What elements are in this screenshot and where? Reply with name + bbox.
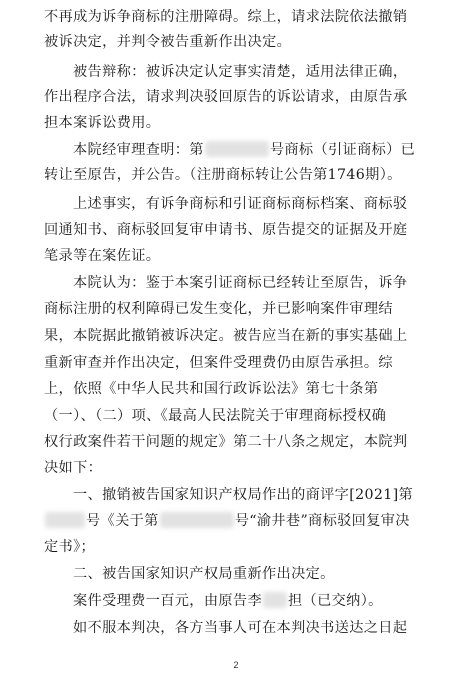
text-run: 号商标（引证商标）已 xyxy=(269,142,416,158)
text-line xyxy=(0,63,472,81)
text-line xyxy=(0,141,472,159)
text-line xyxy=(0,247,472,265)
text-run: 一、撤销被告国家知识产权局作出的商评字[2021]第 xyxy=(73,487,414,503)
text-run: 笔录等在案佐证。 xyxy=(44,248,161,264)
text-run: 本院认为：鉴于本案引证商标已经转让至原告，诉争 xyxy=(73,275,408,291)
text-line xyxy=(0,459,472,477)
text-run: 被诉决定，并判令被告重新作出决定。 xyxy=(44,34,292,50)
text-line xyxy=(0,538,472,556)
text-line xyxy=(0,300,472,318)
text-line xyxy=(0,380,472,398)
text-run: 如不服本判决，各方当事人可在本判决书送达之日起 xyxy=(73,620,408,636)
text-run: 号《关于第 xyxy=(86,513,159,529)
text-run: 被告辩称：被诉决定认定事实清楚，适用法律正确， xyxy=(73,64,408,80)
text-line xyxy=(0,221,472,239)
redacted-plaintiff-name xyxy=(263,592,287,608)
redacted-trademark-number xyxy=(160,512,234,528)
text-line xyxy=(0,33,472,51)
redacted-trademark-number xyxy=(205,141,269,157)
text-run: 回通知书、商标驳回复审申请书、原告提交的证据及开庭 xyxy=(44,222,408,238)
text-run: 转让至原告，并公告。（注册商标转让公告第1746期）。 xyxy=(44,167,402,183)
text-run: （一）、（二）项、《最高人民法院关于审理商标授权确 xyxy=(44,408,387,424)
text-line xyxy=(0,327,472,345)
text-line xyxy=(0,512,472,530)
text-line xyxy=(0,195,472,213)
text-line xyxy=(0,619,472,637)
text-run: 担（已交纳）。 xyxy=(288,593,383,609)
text-line xyxy=(0,565,472,583)
text-line xyxy=(0,354,472,372)
text-run: 定书》； xyxy=(44,539,96,555)
text-run: 重新审查并作出决定，但案件受理费仍由原告承担。综 xyxy=(44,355,393,371)
text-run: 担本案诉讼费用。 xyxy=(44,115,161,131)
text-run: 号“渝井巷”商标驳回复审决 xyxy=(234,513,410,529)
redacted-decision-number xyxy=(45,512,85,528)
text-run: 本院经审理查明：第 xyxy=(73,142,204,158)
text-run: 决如下： xyxy=(44,460,103,476)
text-run: 权行政案件若干问题的规定》第二十八条之规定，本院判 xyxy=(44,434,408,450)
text-line xyxy=(0,407,472,425)
text-run: 案件受理费一百元，由原告李 xyxy=(73,593,262,609)
text-run: 不再成为诉争商标的注册障碍。综上，请求法院依法撤销 xyxy=(44,9,408,25)
text-run: 商标注册的权利障碍已发生变化，并已影响案件审理结 xyxy=(44,301,393,317)
text-run: 上，依照《中华人民共和国行政诉讼法》第七十条第 xyxy=(44,381,379,397)
text-line xyxy=(0,88,472,106)
page-number: 2 xyxy=(233,660,239,670)
text-run: 果，本院据此撤销被诉决定。被告应当在新的事实基础上 xyxy=(44,328,408,344)
text-run: 作出程序合法，请求判决驳回原告的诉讼请求，由原告承 xyxy=(44,89,408,105)
text-line xyxy=(0,8,472,26)
text-line xyxy=(0,114,472,132)
text-line xyxy=(0,166,472,184)
text-line xyxy=(0,486,472,504)
text-run: 上述事实，有诉争商标和引证商标商标档案、商标驳 xyxy=(73,196,408,212)
text-line xyxy=(0,274,472,292)
text-line xyxy=(0,592,472,610)
text-run: 二、被告国家知识产权局重新作出决定。 xyxy=(73,566,335,582)
text-line xyxy=(0,433,472,451)
